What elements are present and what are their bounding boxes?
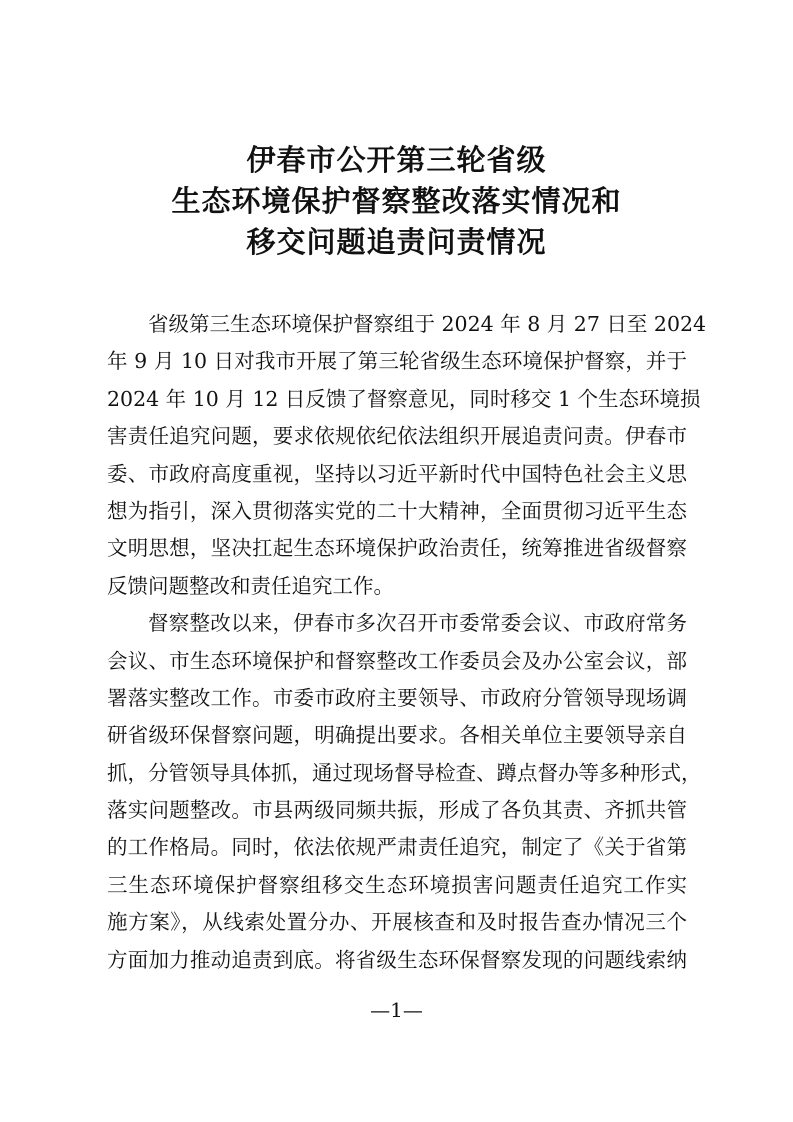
text-line: 2024 年 10 月 12 日反馈了督察意见，同时移交 1 个生态环境损 — [107, 386, 701, 411]
page-number: —1— — [370, 998, 423, 1022]
text-line: 委、市政府高度重视，坚持以习近平新时代中国特色社会主义思 — [107, 461, 687, 486]
text-line: 方面加力推动追责到底。将省级生态环保督察发现的问题线索纳 — [107, 947, 687, 972]
text-line: 的工作格局。同时，依法依规严肃责任追究，制定了《关于省第 — [107, 835, 687, 860]
text-line: 会议、市生态环境保护和督察整改工作委员会及办公室会议，部 — [107, 648, 687, 673]
title-line: 伊春市公开第三轮省级 — [246, 143, 547, 177]
text-line: 研省级环保督察问题，明确提出要求。各相关单位主要领导亲自 — [107, 723, 687, 748]
title-line: 生态环境保护督察整改落实情况和 — [171, 184, 622, 218]
text-line: 文明思想，坚决扛起生态环境保护政治责任，统筹推进省级督察 — [107, 536, 687, 561]
text-line: 抓，分管领导具体抓，通过现场督导检查、蹲点督办等多种形式， — [107, 760, 702, 785]
text-line: 督察整改以来，伊春市多次召开市委常委会议、市政府常务 — [148, 611, 687, 636]
document-body — [107, 306, 707, 979]
text-line: 施方案》，从线索处置分办、开展核查和及时报告查办情况三个 — [107, 910, 687, 935]
text-line: 署落实整改工作。市委市政府主要领导、市政府分管领导现场调 — [107, 685, 687, 710]
paragraph — [107, 306, 707, 605]
text-line: 省级第三生态环境保护督察组于 2024 年 8 月 27 日至 2024 — [148, 312, 707, 336]
text-line: 害责任追究问题，要求依规依纪依法组织开展追责问责。伊春市 — [107, 424, 687, 449]
title-line: 移交问题追责问责情况 — [246, 225, 547, 259]
text-line: 落实问题整改。市县两级同频共振，形成了各负其责、齐抓共管 — [107, 798, 687, 823]
text-line: 三生态环境保护督察组移交生态环境损害问题责任追究工作实 — [107, 872, 687, 897]
text-line: 年 9 月 10 日对我市开展了第三轮省级生态环境保护督察，并于 — [107, 349, 687, 374]
document-title — [0, 140, 793, 263]
text-line: 反馈问题整改和责任追究工作。 — [107, 573, 394, 598]
text-line: 想为指引，深入贯彻落实党的二十大精神，全面贯彻习近平生态 — [107, 498, 687, 523]
paragraph — [107, 605, 702, 979]
